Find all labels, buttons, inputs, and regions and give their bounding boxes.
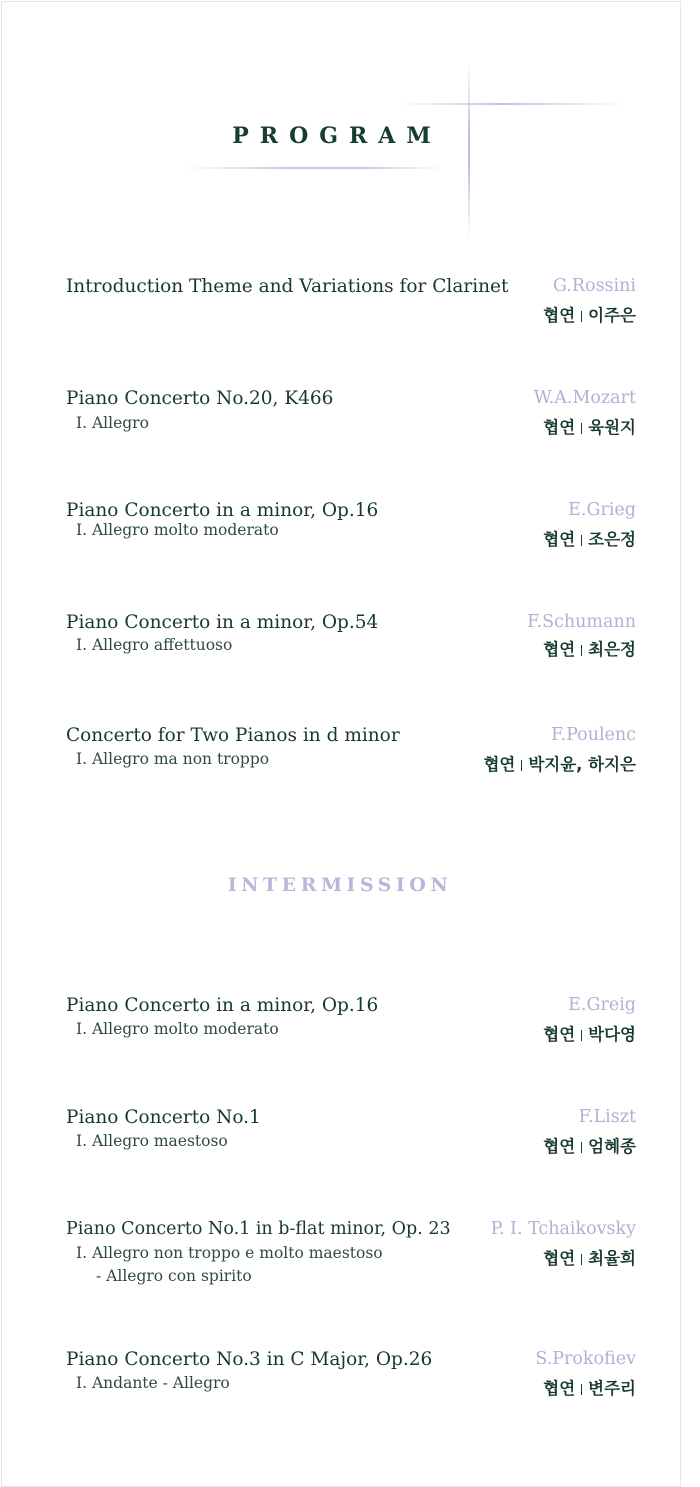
piece-title: Piano Concerto No.1 in b-flat minor, Op. 23 xyxy=(66,1219,451,1239)
performer-name: 육원지 xyxy=(588,418,636,437)
piece-title: Piano Concerto in a minor, Op.16 xyxy=(66,995,379,1016)
decorative-vertical-line xyxy=(468,62,470,240)
piece-title: Piano Concerto in a minor, Op.16 xyxy=(66,500,379,521)
movement-continuation: - Allegro con spirito xyxy=(96,1267,252,1285)
separator-bar xyxy=(581,645,582,656)
composer: S.Prokofiev xyxy=(535,1349,636,1369)
performer-prefix: 협연 xyxy=(543,640,576,659)
performer-name: 박다영 xyxy=(588,1025,636,1044)
movement: I. Allegro affettuoso xyxy=(76,636,233,654)
piece-title: Piano Concerto No.1 xyxy=(66,1107,261,1128)
separator-bar xyxy=(581,1384,582,1395)
composer: E.Greig xyxy=(568,995,636,1015)
performer xyxy=(543,1245,636,1269)
decorative-horizontal-line-bottom xyxy=(184,167,444,169)
performer xyxy=(543,1375,636,1399)
performer-name: 박지윤, 하지은 xyxy=(528,755,636,774)
performer-name: 최은정 xyxy=(588,640,636,659)
performer-prefix: 협연 xyxy=(543,1137,576,1156)
composer: F.Schumann xyxy=(527,612,636,632)
separator-bar xyxy=(521,760,522,771)
composer: G.Rossini xyxy=(552,276,636,296)
composer: E.Grieg xyxy=(568,500,636,520)
decorative-horizontal-line-top xyxy=(400,103,626,105)
intermission-heading: INTERMISSION xyxy=(227,874,453,896)
performer-prefix: 협연 xyxy=(543,306,576,325)
piece-title: Piano Concerto in a minor, Op.54 xyxy=(66,612,379,633)
piece-title: Introduction Theme and Variations for Clarinet xyxy=(66,276,509,297)
performer-name: 이주은 xyxy=(588,306,636,325)
performer xyxy=(483,751,636,775)
performer xyxy=(543,1021,636,1045)
performer-prefix: 협연 xyxy=(483,755,516,774)
performer-name: 최율희 xyxy=(588,1249,636,1268)
performer xyxy=(543,526,636,550)
piece-title: Piano Concerto No.20, K466 xyxy=(66,388,334,409)
movement: I. Allegro molto moderato xyxy=(76,521,279,539)
performer-prefix: 협연 xyxy=(543,1379,576,1398)
performer-name: 조은정 xyxy=(588,530,636,549)
movement: I. Allegro maestoso xyxy=(76,1132,228,1150)
performer-name: 엄혜종 xyxy=(588,1137,636,1156)
separator-bar xyxy=(581,423,582,434)
performer-prefix: 협연 xyxy=(543,1025,576,1044)
composer: F.Poulenc xyxy=(551,725,636,745)
performer xyxy=(543,302,636,326)
performer-prefix: 협연 xyxy=(543,1249,576,1268)
performer xyxy=(543,636,636,660)
separator-bar xyxy=(581,311,582,322)
piece-title: Piano Concerto No.3 in C Major, Op.26 xyxy=(66,1349,433,1370)
separator-bar xyxy=(581,535,582,546)
performer xyxy=(543,1133,636,1157)
page-title: PROGRAM xyxy=(232,123,442,149)
movement: I. Allegro non troppo e molto maestoso xyxy=(76,1244,383,1262)
performer xyxy=(543,414,636,438)
composer: W.A.Mozart xyxy=(533,388,636,408)
program-page xyxy=(1,1,681,1487)
separator-bar xyxy=(581,1142,582,1153)
movement: I. Allegro xyxy=(76,414,149,432)
performer-name: 변주리 xyxy=(588,1379,636,1398)
performer-prefix: 협연 xyxy=(543,530,576,549)
composer: P. I. Tchaikovsky xyxy=(490,1219,636,1239)
separator-bar xyxy=(581,1030,582,1041)
movement: I. Andante - Allegro xyxy=(76,1374,230,1392)
movement: I. Allegro molto moderato xyxy=(76,1020,279,1038)
movement: I. Allegro ma non troppo xyxy=(76,750,270,768)
performer-prefix: 협연 xyxy=(543,418,576,437)
composer: F.Liszt xyxy=(578,1107,636,1127)
piece-title: Concerto for Two Pianos in d minor xyxy=(66,725,400,746)
separator-bar xyxy=(581,1254,582,1265)
